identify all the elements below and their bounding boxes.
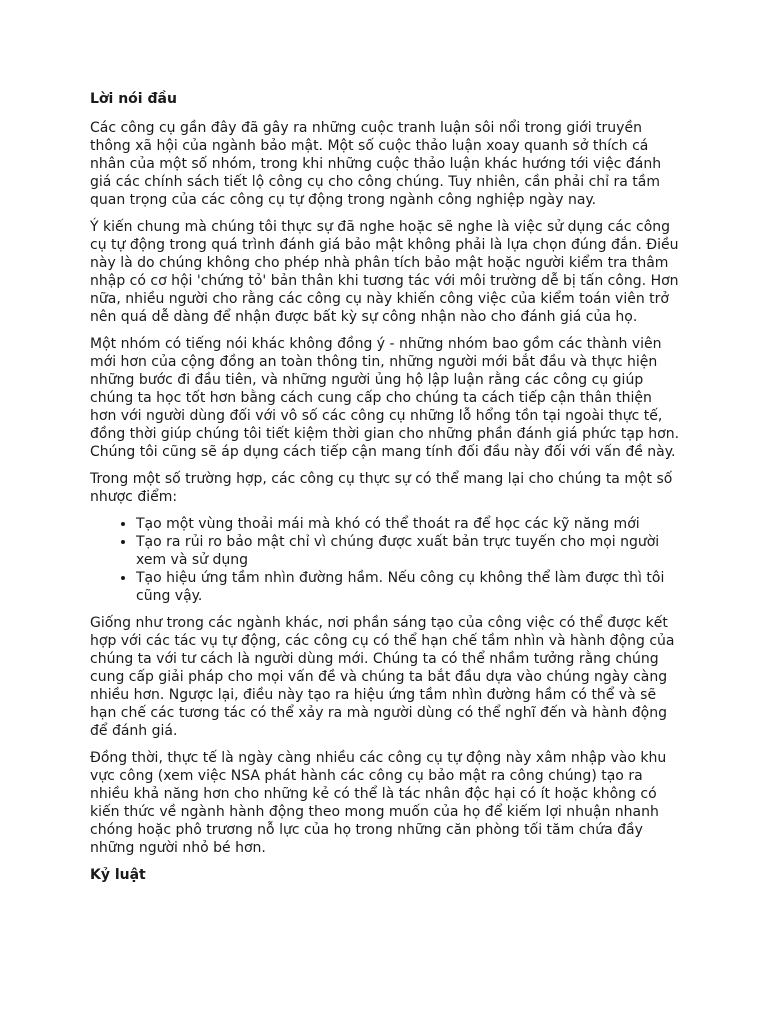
paragraph-3: Một nhóm có tiếng nói khác không đồng ý - những nhóm bao gồm các thành viên mới hơn của cộng đồng an toàn thông tin, những người mới bắt đầu và thực hiện những bước đi đầu tiên, và những người ủng hộ lập luận rằng các công cụ giúp chúng ta học tốt hơn bằng cách cung cấp cho chúng ta cách tiếp cận thân thiện hơn với người dùng đối với vô số các công cụ những lỗ hổng tồn tại ngoài thực tế, đồng thời giúp chúng tôi tiết kiệm thời gian cho những phần đánh giá phức tạp hơn. Chúng tôi cũng sẽ áp dụng cách tiếp cận mang tính đối đầu này đối với vấn đề này. bbox=[90, 336, 680, 460]
drawbacks-list bbox=[90, 515, 682, 605]
paragraph-2: Ý kiến chung mà chúng tôi thực sự đã nghe hoặc sẽ nghe là việc sử dụng các công cụ tự động trong quá trình đánh giá bảo mật không phải là lựa chọn đúng đắn. Điều này là do chúng không cho phép nhà phân tích bảo mật hoặc người kiểm tra thâm nhập có cơ hội 'chứng tỏ' bản thân khi tương tác với môi trường dễ bị tấn công. Hơn nữa, nhiều người cho rằng các công cụ này khiến công việc của kiểm toán viên trở nên quá dễ dàng để nhận được bất kỳ sự công nhận nào cho đánh giá của họ. bbox=[90, 219, 679, 325]
paragraph-1: Các công cụ gần đây đã gây ra những cuộc tranh luận sôi nổi trong giới truyền thông xã hội của ngành bảo mật. Một số cuộc thảo luận xoay quanh sở thích cá nhân của một số nhóm, trong khi những cuộc thảo luận khác hướng tới việc đánh giá các chính sách tiết lộ công cụ cho công chúng. Tuy nhiên, cần phải chỉ ra tầm quan trọng của các công cụ tự động trong ngành công nghiệp ngày nay. bbox=[90, 120, 662, 208]
document-page bbox=[90, 90, 682, 895]
paragraph-5: Giống như trong các ngành khác, nơi phần sáng tạo của công việc có thể được kết hợp với các tác vụ tự động, các công cụ có thể hạn chế tầm nhìn và hành động của chúng ta với tư cách là người dùng mới. Chúng ta có thể nhầm tưởng rằng chúng cung cấp giải pháp cho mọi vấn đề và chúng ta bắt đầu dựa vào chúng ngày càng nhiều hơn. Ngược lại, điều này tạo ra hiệu ứng tầm nhìn đường hầm có thể và sẽ hạn chế các tương tác có thể xảy ra mà người dùng có thể nghĩ đến và hành động để đánh giá. bbox=[90, 615, 675, 739]
heading-discipline: Kỷ luật bbox=[90, 867, 146, 883]
heading-preface: Lời nói đầu bbox=[90, 91, 177, 107]
paragraph-6: Đồng thời, thực tế là ngày càng nhiều các công cụ tự động này xâm nhập vào khu vực công (xem việc NSA phát hành các công cụ bảo mật ra công chúng) tạo ra nhiều khả năng hơn cho những kẻ có thể là tác nhân độc hại có ít hoặc không có kiến thức về ngành hành động theo mong muốn của họ để kiếm lợi nhuận nhanh chóng hoặc phô trương nỗ lực của họ trong những căn phòng tối tăm chứa đầy những người nhỏ bé hơn. bbox=[90, 750, 667, 856]
list-item: • Tạo hiệu ứng tầm nhìn đường hầm. Nếu công cụ không thể làm được thì tôi cũng vậy. bbox=[136, 569, 682, 605]
list-item: • Tạo một vùng thoải mái mà khó có thể thoát ra để học các kỹ năng mới bbox=[136, 515, 682, 533]
paragraph-4: Trong một số trường hợp, các công cụ thực sự có thể mang lại cho chúng ta một số nhược điểm: bbox=[90, 471, 673, 505]
list-item: • Tạo ra rủi ro bảo mật chỉ vì chúng được xuất bản trực tuyến cho mọi người xem và sử dụng bbox=[136, 533, 682, 569]
